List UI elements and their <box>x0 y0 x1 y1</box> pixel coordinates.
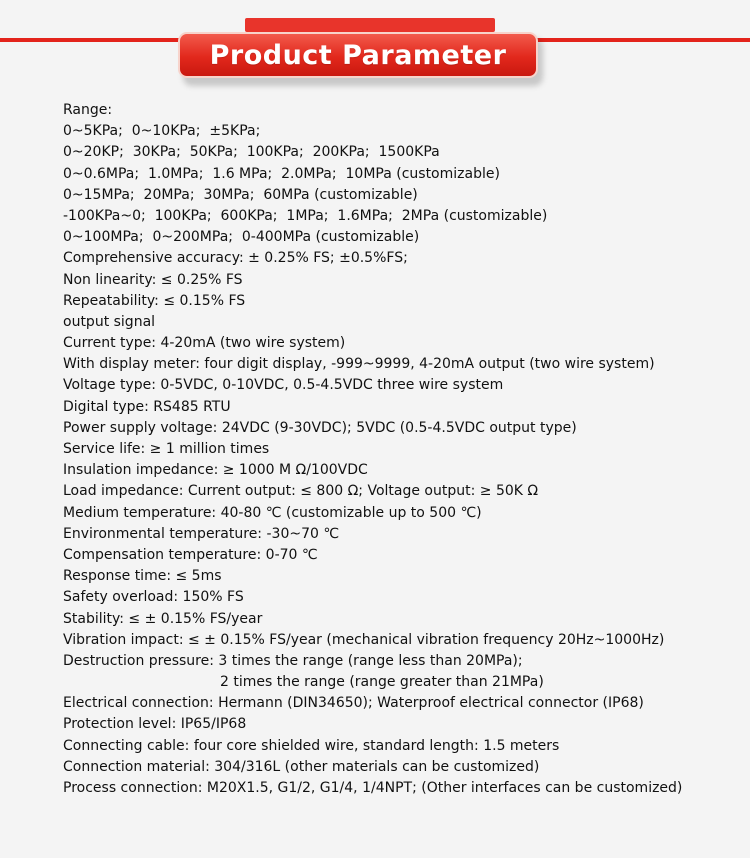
compensation-temperature: Compensation temperature: 0-70 ℃ <box>63 546 318 563</box>
electrical-connection: Electrical connection: Hermann (DIN34650); Waterproof electrical connector (IP68) <box>63 695 644 712</box>
load-impedance: Load impedance: Current output: ≤ 800 Ω; Voltage output: ≥ 50K Ω <box>63 483 539 500</box>
response-time: Response time: ≤ 5ms <box>63 568 222 585</box>
parameter-list <box>63 100 743 799</box>
repeatability: Repeatability: ≤ 0.15% FS <box>63 292 246 309</box>
voltage-type: Voltage type: 0-5VDC, 0-10VDC, 0.5-4.5VDC three wire system <box>63 377 504 394</box>
insulation-impedance: Insulation impedance: ≥ 1000 M Ω/100VDC <box>63 462 368 479</box>
range-values-mpa-mid: 0~15MPa; 20MPa; 30MPa; 60MPa (customizable) <box>63 186 418 203</box>
current-type: Current type: 4-20mA (two wire system) <box>63 335 346 352</box>
range-values-mpa-high: 0~100MPa; 0~200MPa; 0-400MPa (customizable) <box>63 229 420 246</box>
range-values-kpa-large: 0~20KP; 30KPa; 50KPa; 100KPa; 200KPa; 1500KPa <box>63 144 440 161</box>
connection-material: Connection material: 304/316L (other materials can be customized) <box>63 758 540 775</box>
destruction-pressure: Destruction pressure: 3 times the range (range less than 20MPa); <box>63 652 523 669</box>
protection-level: Protection level: IP65/IP68 <box>63 716 247 733</box>
vibration-impact: Vibration impact: ≤ ± 0.15% FS/year (mechanical vibration frequency 20Hz~1000Hz) <box>63 631 665 648</box>
display-meter: With display meter: four digit display, -999~9999, 4-20mA output (two wire system) <box>63 356 655 373</box>
comprehensive-accuracy: Comprehensive accuracy: ± 0.25% FS; ±0.5%FS; <box>63 250 408 267</box>
digital-type: Digital type: RS485 RTU <box>63 398 231 415</box>
service-life: Service life: ≥ 1 million times <box>63 441 270 457</box>
range-heading: Range: <box>63 102 113 118</box>
process-connection: Process connection: M20X1.5, G1/2, G1/4, 1/4NPT; (Other interfaces can be customized) <box>63 780 683 796</box>
output-signal-heading: output signal <box>63 313 156 330</box>
range-values-kpa-small: 0~5KPa; 0~10KPa; ±5KPa; <box>63 123 261 140</box>
power-supply-voltage: Power supply voltage: 24VDC (9-30VDC); 5VDC (0.5-4.5VDC output type) <box>63 419 577 436</box>
title-banner <box>178 32 538 78</box>
range-values-negative: -100KPa~0; 100KPa; 600KPa; 1MPa; 1.6MPa; 2MPa (customizable) <box>63 207 548 224</box>
medium-temperature: Medium temperature: 40-80 ℃ (customizable up to 500 ℃) <box>63 504 482 521</box>
destruction-pressure-continued: 2 times the range (range greater than 21MPa) <box>220 674 544 691</box>
environmental-temperature: Environmental temperature: -30~70 ℃ <box>63 525 340 542</box>
header-decoration-strip <box>245 18 495 32</box>
page-title: Product Parameter <box>209 39 507 71</box>
range-values-mpa-low: 0~0.6MPa; 1.0MPa; 1.6 MPa; 2.0MPa; 10MPa (customizable) <box>63 165 500 182</box>
safety-overload: Safety overload: 150% FS <box>63 589 244 606</box>
connecting-cable: Connecting cable: four core shielded wire, standard length: 1.5 meters <box>63 737 560 754</box>
stability: Stability: ≤ ± 0.15% FS/year <box>63 610 263 627</box>
non-linearity: Non linearity: ≤ 0.25% FS <box>63 271 243 288</box>
